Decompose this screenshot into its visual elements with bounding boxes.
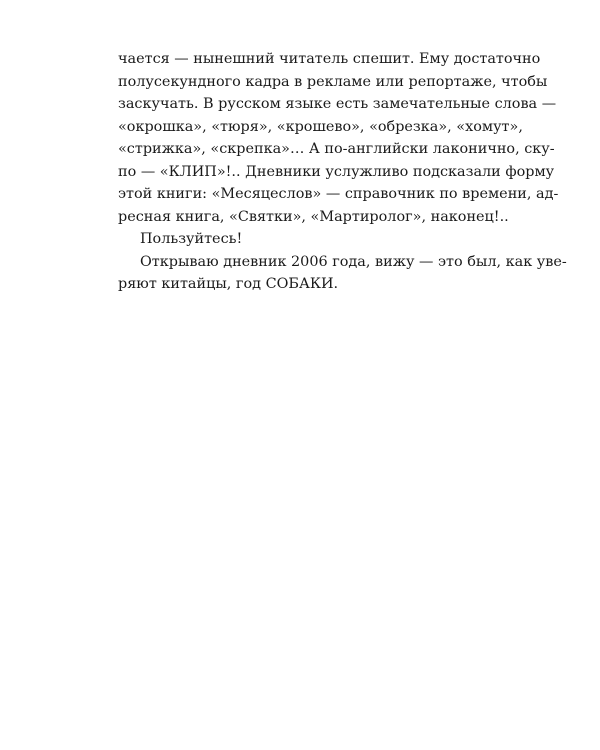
text-line: «стрижка», «скрепка»… А по-английски лаконично, ску- [118,141,555,157]
text-line: чается — нынешний читатель спешит. Ему достаточно [118,51,541,67]
body-text [118,48,567,296]
text-line: «окрошка», «тюря», «крошево», «обрезка», «хомут», [118,118,523,135]
text-line: заскучать. В русском языке есть замечательные слова — [118,96,557,112]
text-line: полусекундного кадра в рекламе или репортаже, чтобы [118,73,548,90]
text-line: Пользуйтесь! [140,231,243,247]
text-line: этой книги: «Месяцеслов» — справочник по времени, ад- [118,186,559,202]
text-line: Открываю дневник 2006 года, вижу — это был, как уве- [140,253,567,270]
text-line: по — «КЛИП»!.. Дневники услужливо подсказали форму [118,163,555,180]
text-line: ряют китайцы, год СОБАКИ. [118,276,339,292]
text-line: ресная книга, «Святки», «Мартиролог», наконец!.. [118,208,509,225]
